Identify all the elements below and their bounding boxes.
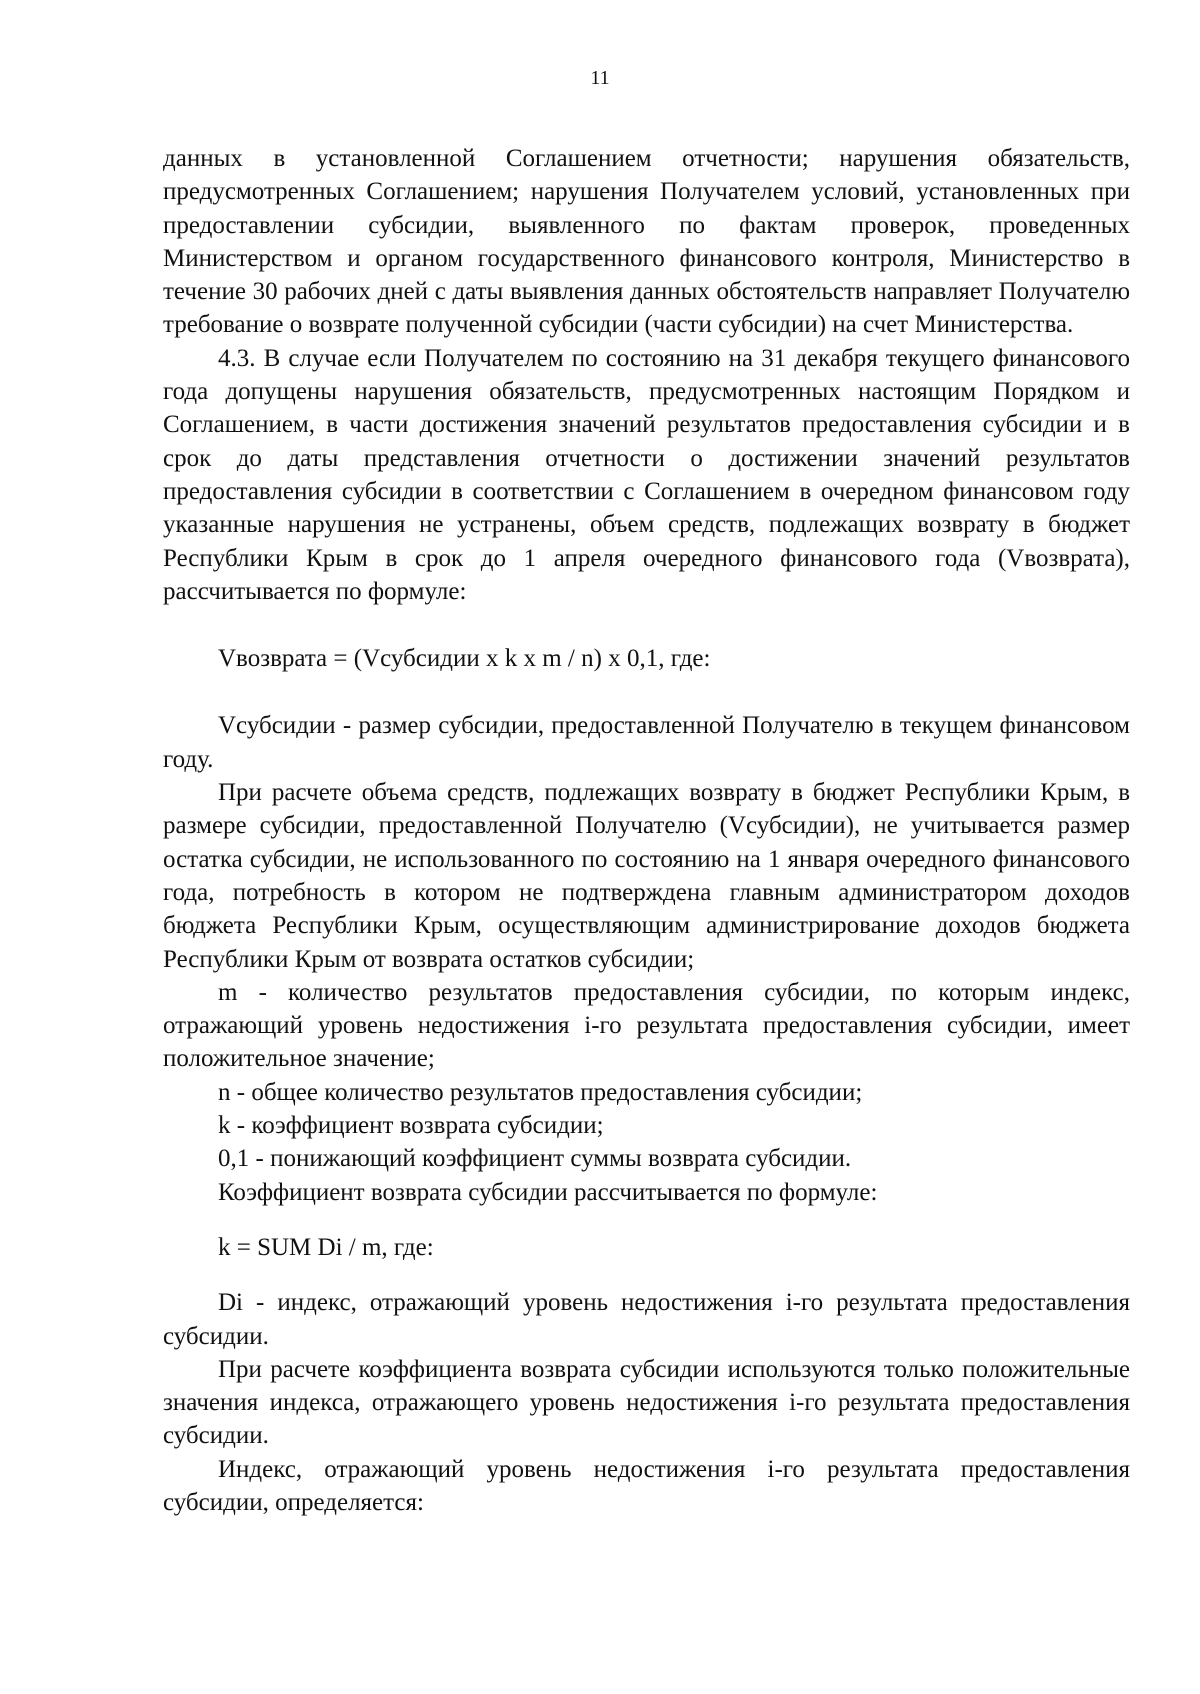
- document-body: [163, 142, 1130, 1519]
- page-number: 11: [590, 67, 610, 89]
- paragraph: 0,1 - понижающий коэффициент суммы возврата субсидии.: [218, 1145, 852, 1173]
- spacer: [163, 1264, 1130, 1286]
- paragraph: Vсубсидии - размер субсидии, предоставленной Получателю в текущем финансовом году.: [163, 712, 1130, 773]
- paragraph: данных в установленной Соглашением отчетности; нарушения обязательств, предусмотренных Соглашением; нарушения Получателем условий, установленных при предоставлении субсидии, выявленного по фактам проверок, проведенных Министерством и органом государственного финансового контроля, Министерство в течение 30 рабочих дней с даты выявления данных обстоятельств направляет Получателю требование о возврате полученной субсидии (части субсидии) на счет Министерства.: [163, 145, 1130, 339]
- paragraph: k - коэффициент возврата субсидии;: [218, 1112, 604, 1140]
- formula-v-return: Vвозврата = (Vсубсидии x k x m / n) x 0,1, где:: [218, 645, 711, 673]
- spacer: [163, 675, 1130, 709]
- spacer: [163, 608, 1130, 642]
- paragraph-section-4-3: 4.3. В случае если Получателем по состоянию на 31 декабря текущего финансового года допущены нарушения обязательств, предусмотренных настоящим Порядком и Соглашением, в части достижения значений результатов предоставления субсидии и в срок до даты представления отчетности о достижении значений результатов предоставления субсидии в соответствии с Соглашением в очередном финансовом году указанные нарушения не устранены, объем средств, подлежащих возврату в бюджет Республики Крым в срок до 1 апреля очередного финансового года (Vвозврата), рассчитывается по формуле:: [163, 344, 1130, 605]
- formula-k: k = SUM Di / m, где:: [218, 1233, 434, 1261]
- paragraph: Di - индекс, отражающий уровень недостижения i-го результата предоставления субсидии.: [163, 1289, 1130, 1350]
- paragraph: m - количество результатов предоставления субсидии, по которым индекс, отражающий уровень недостижения i-го результата предоставления субсидии, имеет положительное значение;: [163, 978, 1130, 1073]
- paragraph: Индекс, отражающий уровень недостижения i-го результата предоставления субсидии, определяется:: [163, 1455, 1130, 1516]
- paragraph: n - общее количество результатов предоставления субсидии;: [218, 1078, 863, 1106]
- paragraph: Коэффициент возврата субсидии рассчитывается по формуле:: [218, 1178, 878, 1206]
- spacer: [163, 1209, 1130, 1231]
- paragraph: При расчете коэффициента возврата субсидии используются только положительные значения индекса, отражающего уровень недостижения i-го результата предоставления субсидии.: [163, 1355, 1130, 1450]
- paragraph: При расчете объема средств, подлежащих возврату в бюджет Республики Крым, в размере субсидии, предоставленной Получателю (Vсубсидии), не учитывается размер остатка субсидии, не использованного по состоянию на 1 января очередного финансового года, потребность в котором не подтверждена главным администратором доходов бюджета Республики Крым, осуществляющим администрирование доходов бюджета Республики Крым от возврата остатков субсидии;: [163, 779, 1130, 973]
